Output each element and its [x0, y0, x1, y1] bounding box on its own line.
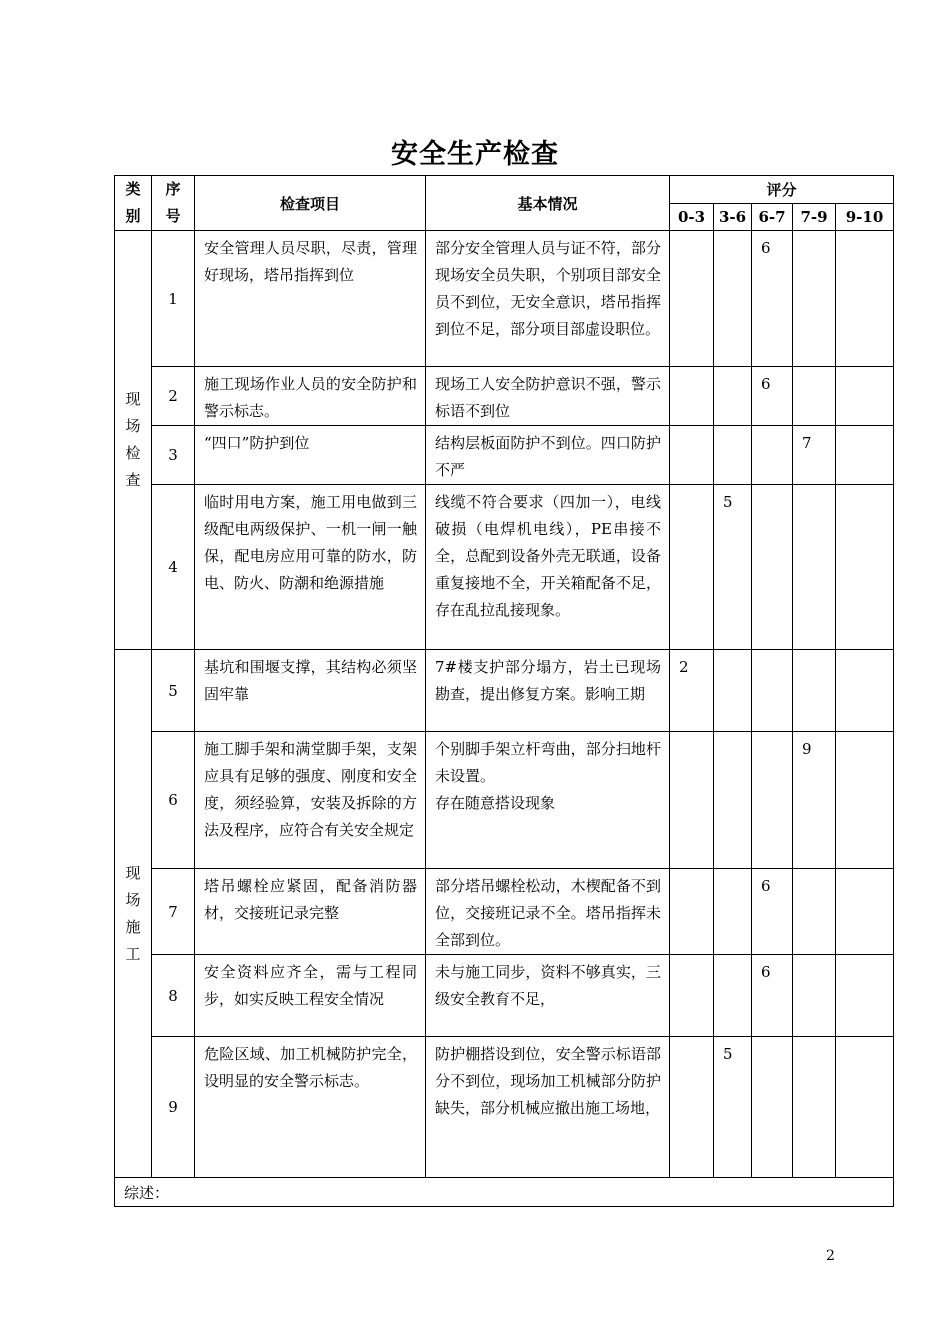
table-row	[115, 955, 894, 1037]
score-cell	[714, 955, 752, 1037]
table-row	[115, 231, 894, 367]
score-cell	[836, 650, 894, 732]
score-cell	[670, 485, 714, 650]
score-cell	[714, 732, 752, 869]
header-range-6-7: 6-7	[752, 204, 793, 231]
score-cell	[836, 485, 894, 650]
score-cell: 7	[793, 426, 836, 485]
score-cell	[670, 1037, 714, 1178]
safety-inspection-table	[114, 175, 894, 1207]
situation-cell: 线缆不符合要求（四加一），电线破损（电焊机电线），PE串接不全，总配到设备外壳无联通，设备重复接地不全，开关箱配备不足，存在乱拉乱接现象。	[426, 485, 670, 650]
score-cell	[836, 426, 894, 485]
item-cell: “四口”防护到位	[195, 426, 426, 485]
seq-cell: 3	[152, 426, 195, 485]
score-cell	[752, 485, 793, 650]
score-cell	[836, 231, 894, 367]
score-cell	[714, 650, 752, 732]
table-row	[115, 485, 894, 650]
header-range-3-6: 3-6	[714, 204, 752, 231]
summary-cell: 综述：	[115, 1178, 894, 1207]
score-cell	[752, 1037, 793, 1178]
score-cell	[670, 367, 714, 426]
seq-cell: 6	[152, 732, 195, 869]
situation-cell: 未与施工同步，资料不够真实，三级安全教育不足，	[426, 955, 670, 1037]
page-number: 2	[826, 1248, 835, 1264]
situation-cell: 现场工人安全防护意识不强，警示标语不到位	[426, 367, 670, 426]
score-cell	[714, 426, 752, 485]
header-item: 检查项目	[195, 176, 426, 231]
item-cell: 临时用电方案，施工用电做到三级配电两级保护、一机一闸一触保，配电房应用可靠的防水，防电、防火、防潮和绝源措施	[195, 485, 426, 650]
score-cell: 5	[714, 485, 752, 650]
situation-cell: 结构层板面防护不到位。四口防护不严	[426, 426, 670, 485]
item-cell: 基坑和围堰支撑，其结构必须坚固牢靠	[195, 650, 426, 732]
item-cell: 施工现场作业人员的安全防护和警示标志。	[195, 367, 426, 426]
header-score: 评分	[670, 176, 894, 204]
seq-cell: 4	[152, 485, 195, 650]
seq-cell: 7	[152, 869, 195, 955]
score-cell	[752, 732, 793, 869]
score-cell	[836, 955, 894, 1037]
table-row	[115, 650, 894, 732]
seq-cell: 8	[152, 955, 195, 1037]
situation-cell: 部分安全管理人员与证不符，部分现场安全员失职，个别项目部安全员不到位，无安全意识，塔吊指挥到位不足，部分项目部虚设职位。	[426, 231, 670, 367]
score-cell	[836, 367, 894, 426]
score-cell: 6	[752, 231, 793, 367]
item-cell: 塔吊螺栓应紧固，配备消防器材，交接班记录完整	[195, 869, 426, 955]
item-cell: 危险区域、加工机械防护完全，设明显的安全警示标志。	[195, 1037, 426, 1178]
score-cell	[670, 231, 714, 367]
score-cell	[793, 869, 836, 955]
score-cell	[670, 732, 714, 869]
table-row	[115, 367, 894, 426]
situation-cell: 7#楼支护部分塌方，岩土已现场勘查，提出修复方案。影响工期	[426, 650, 670, 732]
seq-cell: 2	[152, 367, 195, 426]
item-cell: 安全资料应齐全，需与工程同步，如实反映工程安全情况	[195, 955, 426, 1037]
score-cell	[793, 650, 836, 732]
table-row	[115, 1037, 894, 1178]
score-cell	[752, 426, 793, 485]
header-seq: 序 号	[152, 176, 195, 231]
score-cell	[793, 367, 836, 426]
score-cell	[793, 231, 836, 367]
seq-cell: 9	[152, 1037, 195, 1178]
score-cell	[836, 869, 894, 955]
score-cell	[793, 485, 836, 650]
score-cell	[670, 869, 714, 955]
situation-cell: 个别脚手架立杆弯曲，部分扫地杆未设置。 存在随意搭设现象	[426, 732, 670, 869]
seq-cell: 1	[152, 231, 195, 367]
category-cell: 现 场 检 查	[115, 231, 152, 650]
table-row	[115, 732, 894, 869]
score-cell: 6	[752, 367, 793, 426]
item-cell: 施工脚手架和满堂脚手架，支架应具有足够的强度、刚度和安全度，须经验算，安装及拆除的方法及程序，应符合有关安全规定	[195, 732, 426, 869]
score-cell	[752, 650, 793, 732]
situation-cell: 部分塔吊螺栓松动，木楔配备不到位，交接班记录不全。塔吊指挥未全部到位。	[426, 869, 670, 955]
header-category: 类 别	[115, 176, 152, 231]
score-cell	[714, 869, 752, 955]
score-cell	[793, 1037, 836, 1178]
score-cell	[836, 1037, 894, 1178]
item-cell: 安全管理人员尽职，尽责，管理好现场，塔吊指挥到位	[195, 231, 426, 367]
score-cell: 6	[752, 955, 793, 1037]
score-cell	[714, 367, 752, 426]
header-range-7-9: 7-9	[793, 204, 836, 231]
table-row	[115, 426, 894, 485]
category-cell: 现 场 施 工	[115, 650, 152, 1178]
score-cell	[836, 732, 894, 869]
situation-cell: 防护棚搭设到位，安全警示标语部分不到位，现场加工机械部分防护缺失，部分机械应撤出施工场地，	[426, 1037, 670, 1178]
score-cell	[714, 231, 752, 367]
seq-cell: 5	[152, 650, 195, 732]
header-range-9-10: 9-10	[836, 204, 894, 231]
page-title: 安全生产检查	[391, 139, 559, 170]
score-cell	[793, 955, 836, 1037]
header-situation: 基本情况	[426, 176, 670, 231]
header-range-0-3: 0-3	[670, 204, 714, 231]
score-cell: 5	[714, 1037, 752, 1178]
score-cell	[670, 955, 714, 1037]
score-cell: 2	[670, 650, 714, 732]
score-cell: 9	[793, 732, 836, 869]
score-cell	[670, 426, 714, 485]
table-row	[115, 869, 894, 955]
score-cell: 6	[752, 869, 793, 955]
